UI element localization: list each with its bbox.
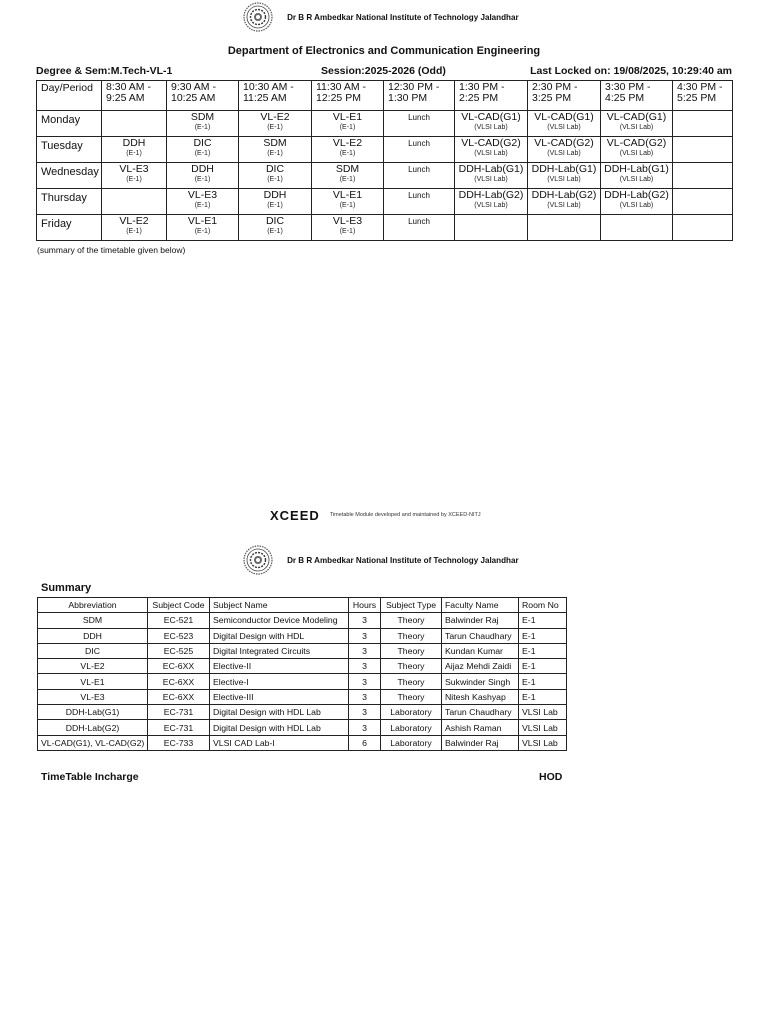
- slot-subject: DIC: [265, 215, 285, 227]
- slot-cell: [102, 137, 167, 163]
- slot-room: (E-1): [267, 176, 283, 183]
- summary-cell: Theory: [381, 674, 442, 689]
- period-time: 4:30 PM -: [677, 81, 723, 93]
- slot-cell: [239, 163, 312, 189]
- summary-row: [38, 613, 567, 628]
- slot-cell: [673, 163, 733, 189]
- slot-subject: DDH-Lab(G2): [604, 189, 669, 201]
- slot-room: (VLSI Lab): [547, 176, 581, 183]
- slot-cell: [312, 137, 384, 163]
- period-time: 3:30 PM -: [605, 81, 651, 93]
- summary-cell: Theory: [381, 689, 442, 704]
- slot-cell: [528, 137, 601, 163]
- summary-cell: DIC: [38, 643, 148, 658]
- period-header: [384, 81, 455, 111]
- summary-cell: Sukwinder Singh: [442, 674, 519, 689]
- summary-cell: Laboratory: [381, 720, 442, 735]
- period-time: 10:30 AM -: [243, 81, 294, 93]
- summary-cell: 3: [349, 643, 381, 658]
- summary-cell: Laboratory: [381, 735, 442, 750]
- slot-room: (E-1): [267, 124, 283, 131]
- page-header: [0, 1, 768, 33]
- slot-subject: DDH: [122, 137, 146, 149]
- summary-column-header: Hours: [349, 598, 381, 613]
- summary-cell: EC-6XX: [148, 659, 210, 674]
- summary-row: [38, 674, 567, 689]
- summary-cell: VLSI CAD Lab-I: [210, 735, 349, 750]
- slot-subject: VL-E3: [332, 215, 363, 227]
- slot-cell: [102, 189, 167, 215]
- summary-cell: Digital Design with HDL: [210, 628, 349, 643]
- summary-cell: 3: [349, 613, 381, 628]
- summary-cell: E-1: [519, 674, 567, 689]
- summary-cell: VLSI Lab: [519, 705, 567, 720]
- summary-cell: Digital Integrated Circuits: [210, 643, 349, 658]
- slot-subject: DDH-Lab(G1): [604, 163, 669, 175]
- xceed-footer: [270, 508, 481, 522]
- slot-subject: DDH: [263, 189, 287, 201]
- slot-subject: Lunch: [408, 217, 430, 226]
- institute-seal-icon: [243, 545, 273, 575]
- slot-subject: VL-E2: [260, 111, 290, 123]
- slot-room: (E-1): [194, 176, 211, 183]
- last-locked: Last Locked on: 19/08/2025, 10:29:40 am: [530, 65, 732, 77]
- slot-cell: [239, 189, 312, 215]
- timetable-row: [37, 163, 733, 189]
- slot-subject: VL-E2: [119, 215, 149, 227]
- slot-cell: [601, 163, 673, 189]
- summary-row: [38, 735, 567, 750]
- lunch-cell: [384, 215, 455, 241]
- slot-subject: VL-E3: [119, 163, 149, 175]
- summary-row: [38, 628, 567, 643]
- lunch-cell: [384, 189, 455, 215]
- summary-title: Summary: [41, 582, 92, 594]
- summary-cell: Theory: [381, 628, 442, 643]
- timetable-incharge-signature: TimeTable Incharge: [41, 771, 139, 783]
- department-title: Department of Electronics and Communication Engineering: [227, 45, 541, 57]
- session: Session:2025-2026 (Odd): [321, 65, 446, 77]
- slot-cell: [312, 189, 384, 215]
- summary-cell: Nitesh Kashyap: [442, 689, 519, 704]
- slot-room: (E-1): [194, 150, 211, 157]
- slot-subject: VL-CAD(G1): [534, 111, 594, 123]
- summary-cell: DDH-Lab(G1): [38, 705, 148, 720]
- summary-cell: Theory: [381, 659, 442, 674]
- period-header: [528, 81, 601, 111]
- slot-cell: [312, 163, 384, 189]
- slot-subject: Lunch: [408, 113, 430, 122]
- period-time: 12:30 PM -: [388, 81, 440, 93]
- slot-cell: [673, 215, 733, 241]
- timetable: [36, 80, 733, 241]
- summary-column-header: Faculty Name: [442, 598, 519, 613]
- slot-cell: [601, 215, 673, 241]
- day-cell: Wednesday: [37, 163, 102, 189]
- slot-cell: [455, 215, 528, 241]
- slot-cell: [673, 137, 733, 163]
- slot-subject: DDH-Lab(G2): [458, 189, 524, 201]
- period-time: 9:30 AM -: [171, 81, 216, 93]
- slot-room: (E-1): [339, 202, 356, 209]
- period-time: 10:25 AM: [171, 92, 216, 104]
- slot-subject: VL-E1: [332, 111, 363, 123]
- slot-room: (VLSI Lab): [547, 150, 581, 157]
- summary-cell: Elective-III: [210, 689, 349, 704]
- summary-page-header: [0, 544, 768, 576]
- period-time: 3:25 PM: [532, 92, 572, 104]
- summary-cell: E-1: [519, 689, 567, 704]
- period-header: [239, 81, 312, 111]
- slot-room: (VLSI Lab): [619, 150, 654, 157]
- slot-room: (E-1): [339, 176, 356, 183]
- timetable-meta: [36, 65, 732, 79]
- slot-room: (VLSI Lab): [619, 124, 654, 131]
- slot-cell: [601, 111, 673, 137]
- slot-room: (E-1): [194, 228, 211, 235]
- summary-cell: EC-525: [148, 643, 210, 658]
- slot-subject: DDH-Lab(G1): [458, 163, 524, 175]
- timetable-header-row: [37, 81, 733, 111]
- slot-subject: VL-E1: [332, 189, 363, 201]
- period-time: 5:25 PM: [677, 92, 717, 104]
- summary-cell: VLSI Lab: [519, 735, 567, 750]
- xceed-logo: XCEED: [270, 507, 320, 523]
- summary-cell: 3: [349, 720, 381, 735]
- summary-cell: EC-731: [148, 705, 210, 720]
- summary-row: [38, 689, 567, 704]
- summary-cell: 3: [349, 628, 381, 643]
- institute-seal-icon: [243, 2, 273, 32]
- slot-cell: [455, 163, 528, 189]
- slot-cell: [239, 111, 312, 137]
- period-time: 9:25 AM: [106, 92, 145, 104]
- period-time: 11:25 AM: [243, 92, 287, 104]
- slot-cell: [455, 137, 528, 163]
- period-header: [601, 81, 673, 111]
- slot-cell: [528, 189, 601, 215]
- slot-subject: VL-CAD(G2): [534, 137, 594, 149]
- summary-row: [38, 720, 567, 735]
- summary-cell: E-1: [519, 659, 567, 674]
- summary-cell: Aijaz Mehdi Zaidi: [442, 659, 519, 674]
- lunch-cell: [384, 163, 455, 189]
- slot-cell: [312, 111, 384, 137]
- summary-cell: Kundan Kumar: [442, 643, 519, 658]
- slot-room: (E-1): [339, 124, 356, 131]
- summary-cell: 6: [349, 735, 381, 750]
- summary-cell: 3: [349, 674, 381, 689]
- summary-cell: 3: [349, 659, 381, 674]
- slot-subject: VL-CAD(G2): [606, 137, 667, 149]
- summary-cell: E-1: [519, 613, 567, 628]
- period-time: 2:25 PM: [459, 92, 499, 104]
- slot-cell: [528, 163, 601, 189]
- summary-cell: EC-523: [148, 628, 210, 643]
- summary-cell: EC-6XX: [148, 674, 210, 689]
- summary-cell: 3: [349, 689, 381, 704]
- slot-cell: [673, 189, 733, 215]
- period-time: 1:30 PM: [388, 92, 428, 104]
- summary-cell: EC-731: [148, 720, 210, 735]
- summary-cell: EC-733: [148, 735, 210, 750]
- slot-cell: [167, 215, 239, 241]
- slot-room: (E-1): [267, 202, 283, 209]
- slot-cell: [102, 111, 167, 137]
- day-cell: Friday: [37, 215, 102, 241]
- institute-name: Dr B R Ambedkar National Institute of Technology Jalandhar: [287, 12, 519, 22]
- slot-subject: VL-E2: [332, 137, 363, 149]
- summary-cell: VL-E2: [38, 659, 148, 674]
- timetable-row: [37, 215, 733, 241]
- slot-room: (E-1): [126, 176, 142, 183]
- hod-signature: HOD: [539, 771, 563, 783]
- slot-cell: [673, 111, 733, 137]
- period-header: [455, 81, 528, 111]
- slot-room: (E-1): [339, 150, 356, 157]
- slot-cell: [455, 189, 528, 215]
- slot-subject: VL-CAD(G1): [461, 111, 521, 123]
- slot-room: (E-1): [267, 150, 283, 157]
- period-header: [102, 81, 167, 111]
- summary-cell: Ashish Raman: [442, 720, 519, 735]
- period-time: 2:30 PM -: [532, 81, 578, 93]
- summary-column-header: Subject Name: [210, 598, 349, 613]
- summary-cell: Semiconductor Device Modeling: [210, 613, 349, 628]
- slot-cell: [167, 189, 239, 215]
- period-header: [167, 81, 239, 111]
- summary-cell: Theory: [381, 643, 442, 658]
- slot-room: (VLSI Lab): [474, 202, 508, 209]
- summary-cell: Balwinder Raj: [442, 613, 519, 628]
- summary-cell: Digital Design with HDL Lab: [210, 705, 349, 720]
- slot-room: (VLSI Lab): [619, 176, 654, 183]
- day-cell: Thursday: [37, 189, 102, 215]
- summary-cell: E-1: [519, 643, 567, 658]
- summary-cell: EC-521: [148, 613, 210, 628]
- slot-subject: Lunch: [408, 191, 430, 200]
- summary-cell: VL-E1: [38, 674, 148, 689]
- slot-cell: [239, 215, 312, 241]
- summary-cell: Balwinder Raj: [442, 735, 519, 750]
- summary-cell: SDM: [38, 613, 148, 628]
- summary-cell: DDH-Lab(G2): [38, 720, 148, 735]
- slot-cell: [167, 137, 239, 163]
- slot-subject: VL-CAD(G2): [461, 137, 521, 149]
- summary-cell: 3: [349, 705, 381, 720]
- slot-subject: DIC: [265, 163, 285, 175]
- period-header: [673, 81, 733, 111]
- slot-subject: Lunch: [408, 165, 430, 174]
- slot-subject: SDM: [190, 111, 215, 123]
- summary-cell: Laboratory: [381, 705, 442, 720]
- slot-cell: [102, 215, 167, 241]
- slot-cell: [601, 189, 673, 215]
- slot-room: (E-1): [126, 228, 142, 235]
- summary-cell: Tarun Chaudhary: [442, 705, 519, 720]
- summary-row: [38, 705, 567, 720]
- summary-row: [38, 659, 567, 674]
- lunch-cell: [384, 137, 455, 163]
- slot-room: (E-1): [194, 124, 211, 131]
- period-time: 1:30 PM -: [459, 81, 505, 93]
- summary-cell: VL-E3: [38, 689, 148, 704]
- summary-column-header: Subject Type: [381, 598, 442, 613]
- slot-room: (VLSI Lab): [547, 124, 581, 131]
- period-time: 8:30 AM -: [106, 81, 151, 93]
- summary-note: (summary of the timetable given below): [37, 245, 186, 255]
- summary-table: [37, 597, 567, 751]
- slot-subject: VL-E1: [187, 215, 218, 227]
- slot-room: (VLSI Lab): [547, 202, 581, 209]
- summary-cell: Digital Design with HDL Lab: [210, 720, 349, 735]
- slot-cell: [601, 137, 673, 163]
- summary-cell: Elective-II: [210, 659, 349, 674]
- slot-room: (VLSI Lab): [474, 124, 508, 131]
- summary-cell: Elective-I: [210, 674, 349, 689]
- day-cell: Monday: [37, 111, 102, 137]
- summary-cell: VL-CAD(G1), VL-CAD(G2): [38, 735, 148, 750]
- summary-header-row: [38, 598, 567, 613]
- timetable-row: [37, 111, 733, 137]
- summary-column-header: Abbreviation: [38, 598, 148, 613]
- timetable-row: [37, 137, 733, 163]
- summary-cell: E-1: [519, 628, 567, 643]
- slot-cell: [239, 137, 312, 163]
- corner-cell: Day/Period: [37, 81, 102, 111]
- summary-row: [38, 643, 567, 658]
- slot-room: (E-1): [339, 228, 356, 235]
- slot-room: (VLSI Lab): [474, 150, 508, 157]
- slot-subject: DDH-Lab(G2): [531, 189, 597, 201]
- slot-subject: DDH-Lab(G1): [531, 163, 597, 175]
- slot-cell: [167, 163, 239, 189]
- slot-room: (VLSI Lab): [474, 176, 508, 183]
- summary-cell: VLSI Lab: [519, 720, 567, 735]
- period-time: 11:30 AM -: [316, 81, 366, 93]
- slot-subject: VL-E3: [187, 189, 218, 201]
- timetable-row: [37, 189, 733, 215]
- module-credit: Timetable Module developed and maintained by XCEED-NITJ: [329, 512, 481, 518]
- slot-subject: DIC: [193, 137, 212, 149]
- period-time: 12:25 PM: [316, 92, 361, 104]
- slot-cell: [167, 111, 239, 137]
- slot-cell: [102, 163, 167, 189]
- slot-room: (VLSI Lab): [619, 202, 654, 209]
- slot-cell: [528, 111, 601, 137]
- institute-name: Dr B R Ambedkar National Institute of Technology Jalandhar: [287, 555, 519, 565]
- summary-cell: Theory: [381, 613, 442, 628]
- slot-subject: DDH: [191, 163, 214, 175]
- slot-room: (E-1): [126, 150, 142, 157]
- period-header: [312, 81, 384, 111]
- slot-subject: SDM: [263, 137, 287, 149]
- summary-cell: DDH: [38, 628, 148, 643]
- day-cell: Tuesday: [37, 137, 102, 163]
- period-time: 4:25 PM: [605, 92, 645, 104]
- slot-cell: [528, 215, 601, 241]
- slot-cell: [455, 111, 528, 137]
- slot-subject: Lunch: [408, 139, 430, 148]
- slot-room: (E-1): [194, 202, 211, 209]
- summary-column-header: Subject Code: [148, 598, 210, 613]
- summary-column-header: Room No: [519, 598, 567, 613]
- degree-semester: Degree & Sem:M.Tech-VL-1: [36, 65, 173, 77]
- slot-cell: [312, 215, 384, 241]
- slot-subject: VL-CAD(G1): [606, 111, 667, 123]
- lunch-cell: [384, 111, 455, 137]
- slot-room: (E-1): [267, 228, 283, 235]
- summary-cell: Tarun Chaudhary: [442, 628, 519, 643]
- slot-subject: SDM: [335, 163, 360, 175]
- summary-cell: EC-6XX: [148, 689, 210, 704]
